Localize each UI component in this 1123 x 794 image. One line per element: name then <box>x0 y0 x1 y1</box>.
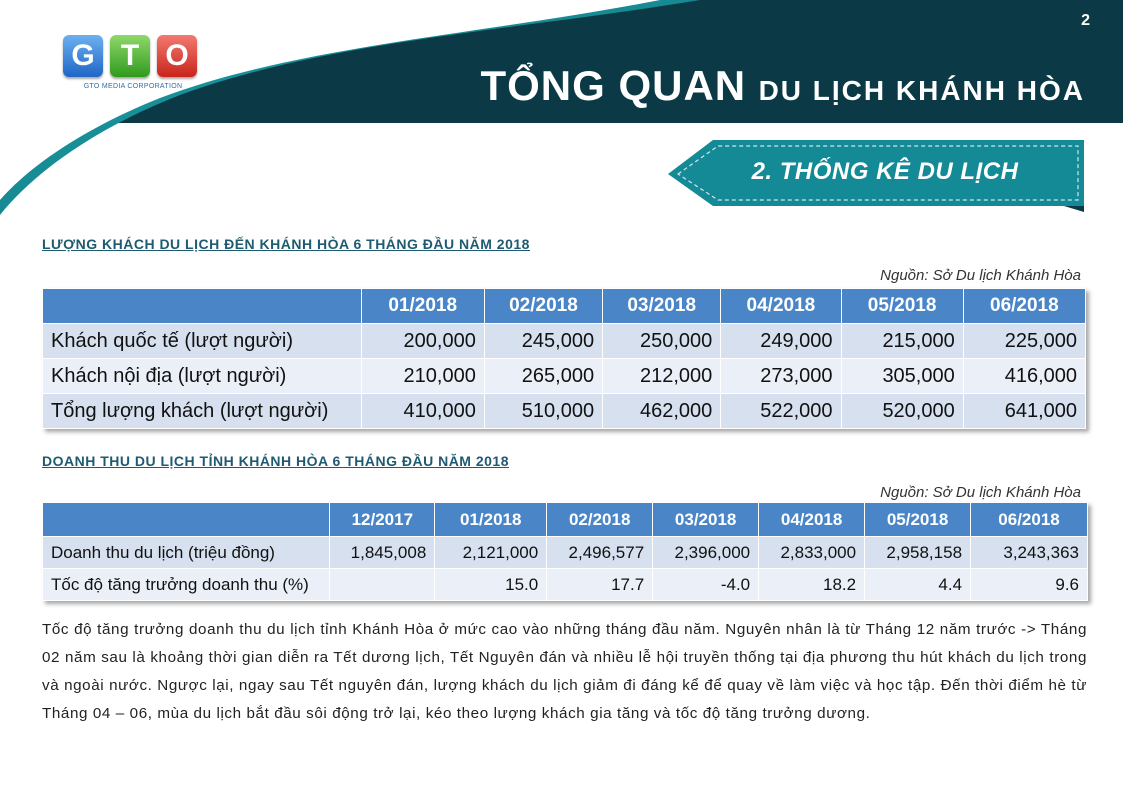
table-cell: 17.7 <box>547 569 653 601</box>
visitors-source: Nguồn: Sở Du lịch Khánh Hòa <box>880 267 1081 284</box>
table-cell: 410,000 <box>361 394 484 429</box>
table-cell: 265,000 <box>484 359 602 394</box>
table-cell: 2,496,577 <box>547 537 653 569</box>
header-cell: 01/2018 <box>435 503 547 537</box>
revenue-section-title: DOANH THU DU LỊCH TỈNH KHÁNH HÒA 6 THÁNG ĐẦU NĂM 2018 <box>42 453 509 469</box>
header-cell: 04/2018 <box>759 503 865 537</box>
header-cell: 02/2018 <box>547 503 653 537</box>
logo-letter-g: G <box>63 35 103 77</box>
logo-letter-t: T <box>110 35 150 77</box>
table-cell: 200,000 <box>361 324 484 359</box>
table-row <box>43 537 1088 569</box>
header-cell: 05/2018 <box>865 503 971 537</box>
table-cell: 9.6 <box>971 569 1088 601</box>
header-cell: 02/2018 <box>484 289 602 324</box>
table-row <box>43 359 1086 394</box>
table-header-row <box>43 503 1088 537</box>
table-cell: 18.2 <box>759 569 865 601</box>
page-title-main: TỔNG QUAN <box>480 62 747 109</box>
header-cell: 04/2018 <box>721 289 841 324</box>
visitors-section-title: LƯỢNG KHÁCH DU LỊCH ĐẾN KHÁNH HÒA 6 THÁNG ĐẦU NĂM 2018 <box>42 236 530 252</box>
row-label: Tổng lượng khách (lượt người) <box>43 394 362 429</box>
table-cell: 210,000 <box>361 359 484 394</box>
table-cell: 249,000 <box>721 324 841 359</box>
header-cell: 01/2018 <box>361 289 484 324</box>
header-cell: 12/2017 <box>330 503 435 537</box>
table-cell: 416,000 <box>963 359 1085 394</box>
gto-logo <box>63 35 203 95</box>
row-label: Khách nội địa (lượt người) <box>43 359 362 394</box>
table-cell: 510,000 <box>484 394 602 429</box>
table-cell: 2,833,000 <box>759 537 865 569</box>
header-cell: 06/2018 <box>971 503 1088 537</box>
visitors-table <box>42 288 1086 429</box>
table-cell: 2,396,000 <box>653 537 759 569</box>
table-cell: 2,121,000 <box>435 537 547 569</box>
table-cell: 212,000 <box>603 359 721 394</box>
header-cell: 06/2018 <box>963 289 1085 324</box>
header-cell: 03/2018 <box>653 503 759 537</box>
table-header-row <box>43 289 1086 324</box>
page-title <box>480 62 1085 110</box>
table-cell: 215,000 <box>841 324 963 359</box>
table-cell: 641,000 <box>963 394 1085 429</box>
analysis-paragraph: Tốc độ tăng trưởng doanh thu du lịch tỉnh Khánh Hòa ở mức cao vào những tháng đầu năm. Nguyên nhân là từ Tháng 12 năm trước -> Tháng 02 năm sau là khoảng thời gian diễn ra Tết dương lịch, Tết Nguyên đán và nhiều lễ hội truyền thống tại địa phương thu hút khách du lịch trong và ngoài nước. Ngược lại, ngay sau Tết nguyên đán, lượng khách du lịch giảm đi đáng kể để quay về làm việc và học tập. Đến thời điểm hè từ Tháng 04 – 06, mùa du lịch bắt đầu sôi động trở lại, kéo theo lượng khách gia tăng và tốc độ tăng trưởng dương. <box>42 621 1087 722</box>
table-cell: 522,000 <box>721 394 841 429</box>
table-cell: 305,000 <box>841 359 963 394</box>
table-cell: 273,000 <box>721 359 841 394</box>
header-cell: 05/2018 <box>841 289 963 324</box>
revenue-source: Nguồn: Sở Du lịch Khánh Hòa <box>880 484 1081 501</box>
row-label: Khách quốc tế (lượt người) <box>43 324 362 359</box>
table-cell: 250,000 <box>603 324 721 359</box>
table-cell: 3,243,363 <box>971 537 1088 569</box>
table-cell: 15.0 <box>435 569 547 601</box>
page-title-sub: DU LỊCH KHÁNH HÒA <box>758 75 1085 106</box>
table-cell: 520,000 <box>841 394 963 429</box>
table-cell: 462,000 <box>603 394 721 429</box>
header-cell <box>43 503 330 537</box>
logo-caption: GTO MEDIA CORPORATION <box>83 83 183 90</box>
table-row <box>43 394 1086 429</box>
header-cell <box>43 289 362 324</box>
table-cell: 2,958,158 <box>865 537 971 569</box>
header-cell: 03/2018 <box>603 289 721 324</box>
table-cell: 225,000 <box>963 324 1085 359</box>
section-banner-label: 2. THỐNG KÊ DU LỊCH <box>751 158 1019 185</box>
revenue-table <box>42 502 1088 601</box>
table-cell: -4.0 <box>653 569 759 601</box>
page-number: 2 <box>1081 12 1090 29</box>
table-cell: 245,000 <box>484 324 602 359</box>
row-label: Doanh thu du lịch (triệu đồng) <box>43 537 330 569</box>
table-cell: 1,845,008 <box>330 537 435 569</box>
table-cell: 4.4 <box>865 569 971 601</box>
row-label: Tốc độ tăng trưởng doanh thu (%) <box>43 569 330 601</box>
table-cell <box>330 569 435 601</box>
logo-letter-o: O <box>157 35 197 77</box>
table-row <box>43 324 1086 359</box>
table-row <box>43 569 1088 601</box>
